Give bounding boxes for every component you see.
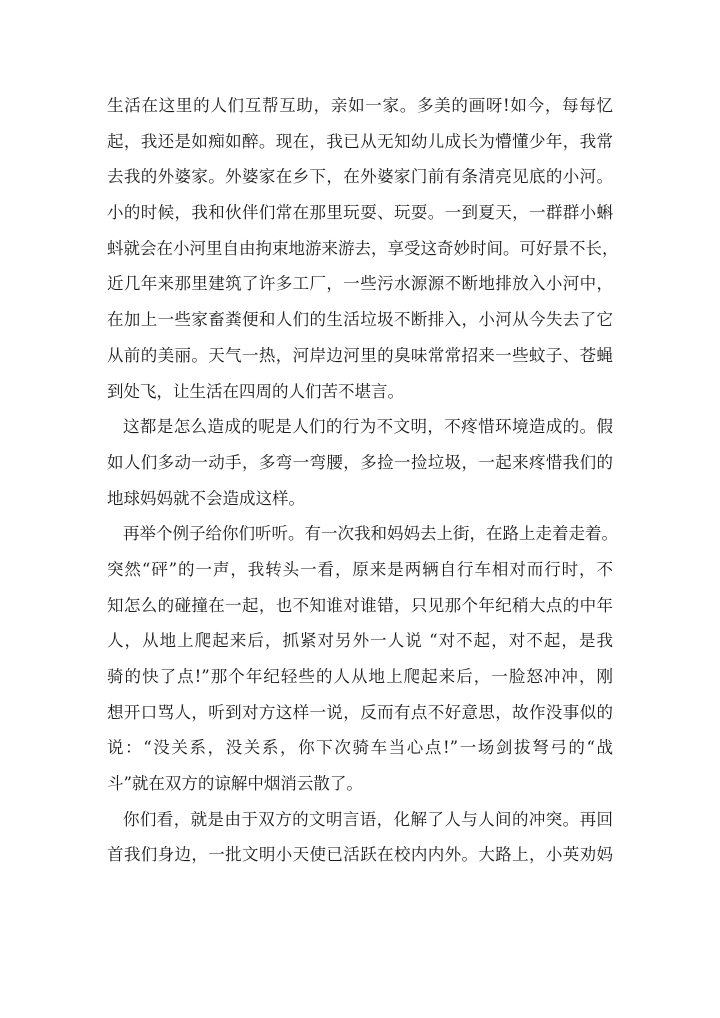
paragraph-first-line: 这都是怎么造成的呢是人们的行为不文明，不疼惜环境造成的。假 [123, 417, 613, 437]
text-line: 骑的快了点!”那个年纪轻些的人从地上爬起来后，一脸怒冲冲，刚 [107, 667, 613, 686]
text-line: 小的时候，我和伙伴们常在那里玩耍、玩耍。一到夏天，一群群小蝌 [107, 203, 613, 223]
text-line: 突然“砰”的一声，我转头一看，原来是两辆自行车相对而行时，不 [107, 559, 613, 579]
essay-text [107, 88, 619, 873]
text-line: 在加上一些家畜粪便和人们的生活垃圾不断排入，小河从今失去了它 [107, 310, 613, 330]
text-line: 去我的外婆家。外婆家在乡下，在外婆家门前有条清亮见底的小河。 [107, 167, 613, 187]
text-line: 首我们身边，一批文明小天使已活跃在校内内外。大路上，小英劝妈 [107, 845, 613, 865]
text-line: 近几年来那里建筑了许多工厂，一些污水源源不断地排放入小河中， [107, 274, 613, 294]
text-line: 生活在这里的人们互帮互助，亲如一家。多美的画呀!如今，每每忆 [107, 96, 613, 115]
text-line: 如人们多动一动手，多弯一弯腰，多捡一捡垃圾，一起来疼惜我们的 [107, 452, 613, 472]
text-line: 蚪就会在小河里自由拘束地游来游去，享受这奇妙时间。可好景不长， [107, 238, 619, 258]
text-line: 说：“没关系，没关系，你下次骑车当心点!”一场剑拔弩弓的“战 [107, 738, 613, 758]
text-line: 人，从地上爬起来后，抓紧对另外一人说 “对不起，对不起，是我 [107, 631, 613, 651]
paragraph-first-line: 再举个例子给你们听听。有一次我和妈妈去上街，在路上走着走着。 [123, 524, 618, 544]
text-line: 斗”就在双方的谅解中烟消云散了。 [107, 774, 363, 794]
text-line: 到处飞，让生活在四周的人们苦不堪言。 [107, 381, 404, 401]
text-line: 地球妈妈就不会造成这样。 [107, 488, 305, 508]
text-line: 从前的美丽。天气一热，河岸边河里的臭味常常招来一些蚊子、苍蝇 [107, 345, 613, 365]
text-line: 起，我还是如痴如醉。现在，我已从无知幼儿成长为懵懂少年，我常 [107, 131, 613, 151]
text-line: 知怎么的碰撞在一起，也不知谁对谁错，只见那个年纪稍大点的中年 [107, 595, 613, 615]
paragraph-first-line: 你们看，就是由于双方的文明言语，化解了人与人间的冲突。再回 [123, 809, 613, 829]
text-line: 想开口骂人，听到对方这样一说，反而有点不好意思，故作没事似的 [107, 702, 613, 722]
